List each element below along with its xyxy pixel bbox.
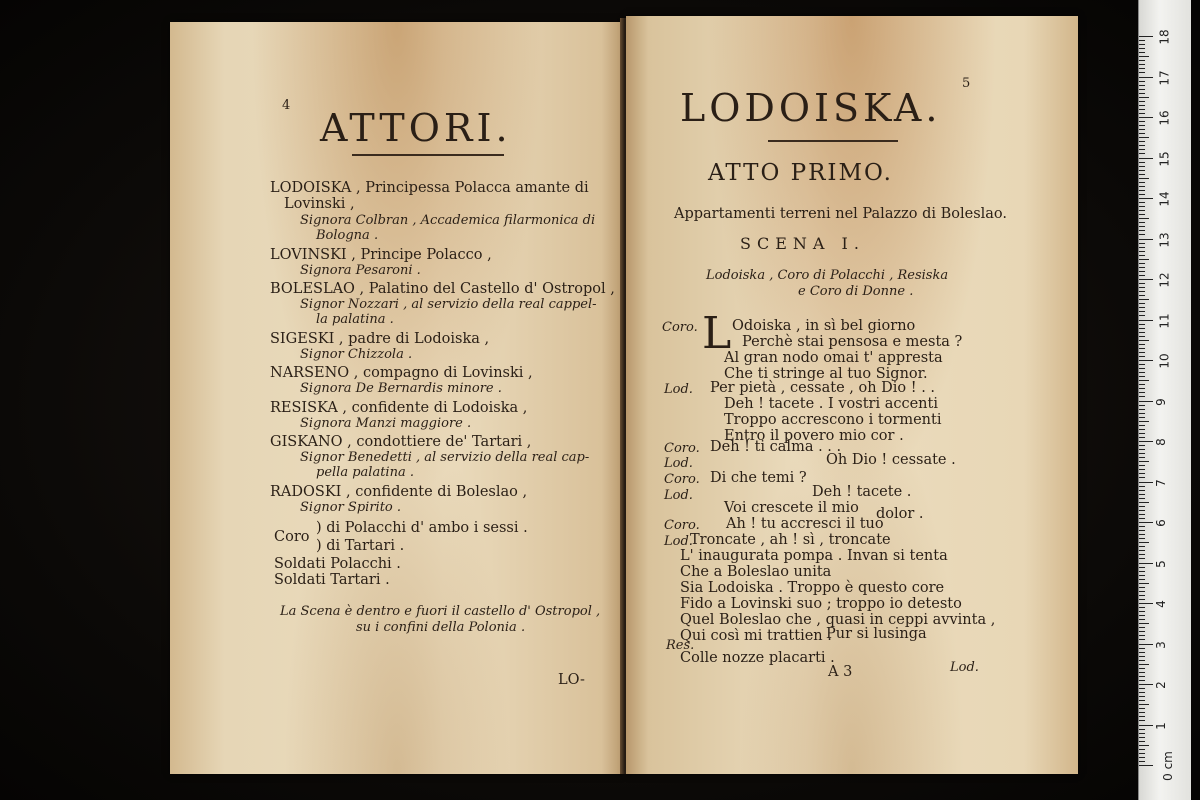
characters-2: e Coro di Donne .	[798, 284, 914, 299]
cast-1-line-2: Lovinski ,	[284, 196, 355, 212]
ruler-number: 8	[1153, 438, 1168, 446]
soldati-1: Soldati Polacchi .	[274, 556, 401, 572]
measuring-ruler	[1138, 0, 1191, 800]
cast-6-singer-1: Signora Manzi maggiore .	[300, 416, 472, 431]
ruler-tick	[1139, 506, 1145, 507]
ruler-tick	[1139, 214, 1145, 215]
ruler-tick	[1139, 89, 1145, 90]
ruler-tick	[1139, 668, 1145, 669]
speaker-lod-1: Lod.	[664, 382, 693, 397]
ruler-tick	[1139, 222, 1145, 223]
ruler-tick	[1139, 226, 1145, 227]
ruler-tick	[1139, 315, 1145, 316]
ruler-tick	[1139, 502, 1149, 503]
ruler-tick	[1139, 81, 1145, 82]
right-page-number: 5	[962, 76, 971, 91]
cast-5-singer-1: Signora De Bernardis minore .	[300, 381, 502, 396]
ruler-tick	[1139, 56, 1149, 57]
verse-line: Sia Lodoiska . Troppo è questo core	[680, 580, 945, 596]
ruler-tick	[1139, 344, 1145, 345]
ruler-tick	[1139, 279, 1153, 280]
ruler-number: 3	[1153, 640, 1168, 649]
ruler-tick	[1139, 93, 1145, 94]
ruler-tick	[1139, 198, 1153, 199]
ruler-tick	[1139, 77, 1153, 78]
ruler-tick	[1139, 729, 1145, 730]
ruler-tick	[1139, 733, 1145, 734]
dropcap: L	[702, 308, 732, 359]
ruler-number: 10	[1157, 353, 1172, 369]
verse-line: Troncate , ah ! sì , troncate	[690, 532, 891, 548]
ruler-tick	[1139, 611, 1145, 612]
title-rule-right	[768, 140, 898, 142]
ruler-tick	[1139, 307, 1145, 308]
ruler-tick	[1139, 465, 1145, 466]
ruler-tick	[1139, 291, 1145, 292]
ruler-tick	[1139, 360, 1153, 361]
ruler-tick	[1139, 239, 1153, 240]
coro-label: Coro	[274, 529, 310, 545]
verse-line: Troppo accrescono i tormenti	[724, 412, 942, 428]
ruler-tick	[1139, 676, 1145, 677]
ruler-tick	[1139, 145, 1145, 146]
ruler-number: 6	[1153, 519, 1168, 527]
ruler-tick	[1139, 607, 1145, 608]
ruler-tick	[1139, 680, 1145, 681]
ruler-number: 4	[1153, 600, 1168, 608]
ruler-tick	[1139, 178, 1149, 179]
ruler-tick	[1139, 749, 1145, 750]
ruler-tick	[1139, 170, 1145, 171]
ruler-tick	[1139, 388, 1145, 389]
ruler-tick	[1139, 336, 1145, 337]
characters-1: Lodoiska , Coro di Polacchi , Resiska	[706, 268, 949, 283]
ruler-tick	[1139, 761, 1145, 762]
ruler-tick	[1139, 457, 1145, 458]
ruler-tick	[1139, 153, 1145, 154]
right-page-title: LODOISKA.	[680, 86, 942, 130]
ruler-number: 12	[1157, 272, 1172, 288]
ruler-tick	[1139, 615, 1145, 616]
ruler-tick	[1139, 567, 1145, 568]
ruler-tick	[1139, 554, 1145, 555]
cast-4-line-1: SIGESKI , padre di Lodoiska ,	[270, 331, 490, 347]
ruler-tick	[1139, 194, 1145, 195]
cast-6-line-1: RESISKA , confidente di Lodoiska ,	[270, 400, 528, 416]
scene-setting: Appartamenti terreni nel Palazzo di Boleslao.	[674, 206, 1008, 222]
ruler-tick	[1139, 716, 1145, 717]
ruler-tick	[1139, 461, 1149, 462]
ruler-tick	[1139, 263, 1145, 264]
ruler-tick	[1139, 251, 1145, 252]
ruler-tick	[1139, 376, 1145, 377]
ruler-tick	[1139, 275, 1145, 276]
cast-1-singer-2: Bologna .	[316, 228, 379, 243]
ruler-tick	[1139, 425, 1145, 426]
ruler-tick	[1139, 575, 1145, 576]
cast-2-singer-1: Signora Pesaroni .	[300, 263, 421, 278]
right-catchword: Lod.	[950, 660, 979, 675]
ruler-tick	[1139, 745, 1149, 746]
ruler-tick	[1139, 271, 1145, 272]
ruler-tick	[1139, 247, 1145, 248]
ruler-tick	[1139, 518, 1145, 519]
ruler-tick	[1139, 36, 1153, 37]
left-page-title: ATTORI.	[320, 106, 512, 150]
verse-line: Che a Boleslao unita	[680, 564, 832, 580]
ruler-tick	[1139, 166, 1145, 167]
ruler-tick	[1139, 696, 1145, 697]
ruler-tick	[1139, 255, 1145, 256]
ruler-tick	[1139, 490, 1145, 491]
verse-line: Di che temi ?	[710, 470, 807, 486]
ruler-tick	[1139, 571, 1145, 572]
speaker-lod-2: Lod.	[664, 456, 693, 471]
ruler-tick	[1139, 332, 1145, 333]
act-heading: ATTO PRIMO.	[708, 160, 893, 186]
soldati-2: Soldati Tartari .	[274, 572, 390, 588]
ruler-tick	[1139, 660, 1145, 661]
ruler-tick	[1139, 186, 1145, 187]
ruler-tick	[1139, 757, 1145, 758]
ruler-tick	[1139, 538, 1145, 539]
speaker-lod-3: Lod.	[664, 488, 693, 503]
cast-1-line-1: LODOISKA , Principessa Polacca amante di	[270, 180, 589, 196]
verse-line: Deh ! tacete .	[812, 484, 912, 500]
ruler-tick	[1139, 623, 1149, 624]
speaker-lod-4: Lod.	[664, 534, 693, 549]
ruler-tick	[1139, 113, 1145, 114]
ruler-tick	[1139, 579, 1145, 580]
ruler-tick	[1139, 396, 1145, 397]
ruler-tick	[1139, 737, 1145, 738]
ruler-tick	[1139, 664, 1149, 665]
ruler-tick	[1139, 469, 1145, 470]
ruler-tick	[1139, 453, 1145, 454]
ruler-tick	[1139, 409, 1145, 410]
ruler-tick	[1139, 352, 1145, 353]
ruler-number: 9	[1153, 397, 1168, 406]
cast-7-singer-1: Signor Benedetti , al servizio della real cap-	[300, 450, 590, 465]
verse-line: dolor .	[876, 506, 924, 522]
ruler-tick	[1139, 526, 1145, 527]
ruler-tick	[1139, 243, 1145, 244]
ruler-tick	[1139, 587, 1145, 588]
ruler-tick	[1139, 295, 1145, 296]
ruler-tick	[1139, 283, 1145, 284]
ruler-number: 17	[1157, 69, 1172, 86]
verse-line: Qui così mi trattien .	[680, 628, 832, 644]
ruler-tick	[1139, 162, 1145, 163]
ruler-tick	[1139, 648, 1145, 649]
ruler-tick	[1139, 656, 1145, 657]
ruler-tick	[1139, 558, 1145, 559]
ruler-tick	[1139, 328, 1145, 329]
cast-7-singer-2: pella palatina .	[316, 465, 414, 480]
ruler-tick	[1139, 384, 1145, 385]
ruler-tick	[1139, 64, 1145, 65]
right-page	[626, 16, 1078, 774]
cast-8-singer-1: Signor Spirito .	[300, 500, 402, 515]
ruler-tick	[1139, 149, 1145, 150]
ruler-tick	[1139, 60, 1145, 61]
ruler-tick	[1139, 712, 1145, 713]
cast-3-line-1: BOLESLAO , Palatino del Castello d' Ostropol ,	[270, 281, 615, 297]
ruler-number: 2	[1153, 681, 1168, 689]
ruler-tick	[1139, 234, 1145, 235]
ruler-tick	[1139, 267, 1145, 268]
ruler-tick	[1139, 125, 1145, 126]
scene-note-2: su i confini della Polonia .	[356, 620, 526, 635]
ruler-number: 18	[1157, 29, 1172, 45]
ruler-tick	[1139, 417, 1145, 418]
ruler-number: 14	[1157, 191, 1172, 207]
cast-1-singer-1: Signora Colbran , Accademica filarmonica di	[300, 213, 596, 228]
verse-line: Oh Dio ! cessate .	[826, 452, 956, 468]
verse-line: Che ti stringe al tuo Signor.	[724, 366, 928, 382]
ruler-tick	[1139, 105, 1145, 106]
ruler-tick	[1139, 40, 1145, 41]
ruler-tick	[1139, 684, 1153, 685]
verse-line: Colle nozze placarti .	[680, 650, 835, 666]
ruler-tick	[1139, 372, 1145, 373]
ruler-tick	[1139, 639, 1145, 640]
verse-line: Deh ! ti calma . . .	[710, 439, 842, 455]
ruler-tick	[1139, 218, 1149, 219]
coro-line-2: ) di Tartari .	[316, 538, 405, 554]
ruler-number: 15	[1157, 150, 1172, 167]
ruler-tick	[1139, 141, 1145, 142]
ruler-tick	[1139, 68, 1145, 69]
ruler-tick	[1139, 182, 1145, 183]
ruler-tick	[1139, 498, 1145, 499]
verse-line: Pur si lusinga	[826, 626, 927, 642]
ruler-tick	[1139, 741, 1145, 742]
verse-line: L' inaugurata pompa . Invan si tenta	[680, 548, 948, 564]
ruler-tick	[1139, 583, 1149, 584]
ruler-tick	[1139, 324, 1145, 325]
verse-line: Per pietà , cessate , oh Dio ! . .	[710, 380, 936, 396]
ruler-tick	[1139, 52, 1145, 53]
ruler-tick	[1139, 392, 1145, 393]
ruler-tick	[1139, 97, 1149, 98]
ruler-tick	[1139, 380, 1149, 381]
title-rule	[352, 154, 504, 156]
verse-line: Deh ! tacete . I vostri accenti	[724, 396, 938, 412]
left-catchword: LO-	[558, 672, 585, 688]
ruler-tick	[1139, 635, 1145, 636]
cast-8-line-1: RADOSKI , confidente di Boleslao ,	[270, 484, 528, 500]
ruler-tick	[1139, 129, 1145, 130]
ruler-tick	[1139, 530, 1145, 531]
ruler-tick	[1139, 311, 1145, 312]
verse-line: Al gran nodo omai t' appresta	[724, 350, 943, 366]
ruler-tick	[1139, 652, 1145, 653]
ruler-number: 11	[1157, 312, 1172, 329]
ruler-tick	[1139, 433, 1145, 434]
ruler-tick	[1139, 522, 1153, 523]
ruler-tick	[1139, 688, 1145, 689]
ruler-tick	[1139, 413, 1145, 414]
cast-7-line-1: GISKANO , condottiere de' Tartari ,	[270, 434, 532, 450]
ruler-tick	[1139, 563, 1153, 564]
ruler-tick	[1139, 546, 1145, 547]
verse-line: Fido a Lovinski suo ; troppo io detesto	[680, 596, 962, 612]
ruler-tick	[1139, 627, 1145, 628]
ruler-tick	[1139, 603, 1153, 604]
ruler-tick	[1139, 514, 1145, 515]
ruler-tick	[1139, 299, 1149, 300]
ruler-tick	[1139, 753, 1145, 754]
verse-line: Ah ! tu accresci il tuo	[726, 516, 884, 532]
ruler-tick	[1139, 720, 1145, 721]
speaker-res-1: Res.	[666, 638, 695, 653]
scene-note-1: La Scena è dentro e fuori il castello d' Ostropol ,	[280, 604, 601, 619]
ruler-tick	[1139, 765, 1153, 766]
ruler-tick	[1139, 368, 1145, 369]
ruler-tick	[1139, 421, 1149, 422]
ruler-tick	[1139, 401, 1153, 402]
ruler-number: 7	[1153, 478, 1168, 487]
ruler-tick	[1139, 287, 1145, 288]
ruler-tick	[1139, 137, 1149, 138]
ruler-tick	[1139, 591, 1145, 592]
ruler-tick	[1139, 72, 1145, 73]
ruler-tick	[1139, 473, 1145, 474]
ruler-tick	[1139, 206, 1145, 207]
ruler-number: 0 cm	[1160, 751, 1175, 781]
ruler-tick	[1139, 405, 1145, 406]
cast-3-singer-1: Signor Nozzari , al servizio della real cappel-	[300, 297, 597, 312]
verse-line: Odoiska , in sì bel giorno	[732, 318, 916, 334]
ruler-tick	[1139, 202, 1145, 203]
ruler-tick	[1139, 133, 1145, 134]
verse-line: Perchè stai pensosa e mesta ?	[742, 334, 963, 350]
ruler-tick	[1139, 190, 1145, 191]
ruler-tick	[1139, 210, 1145, 211]
ruler-tick	[1139, 449, 1145, 450]
ruler-tick	[1139, 429, 1145, 430]
scene-heading: SCENA I.	[740, 234, 865, 253]
ruler-tick	[1139, 303, 1145, 304]
ruler-tick	[1139, 101, 1145, 102]
ruler-number: 5	[1153, 559, 1168, 568]
cast-3-singer-2: la palatina .	[316, 312, 394, 327]
ruler-tick	[1139, 692, 1145, 693]
ruler-tick	[1139, 708, 1145, 709]
ruler-tick	[1139, 48, 1145, 49]
signature-mark: A 3	[828, 664, 853, 680]
ruler-tick	[1139, 595, 1145, 596]
ruler-tick	[1139, 158, 1153, 159]
speaker-coro-1: Coro.	[662, 320, 698, 335]
ruler-tick	[1139, 672, 1145, 673]
ruler-tick	[1139, 44, 1145, 45]
ruler-tick	[1139, 550, 1145, 551]
ruler-tick	[1139, 486, 1145, 487]
verse-line: Entro il povero mio cor .	[724, 428, 904, 444]
cast-4-singer-1: Signor Chizzola .	[300, 347, 413, 362]
ruler-tick	[1139, 230, 1145, 231]
ruler-tick	[1139, 364, 1145, 365]
ruler-tick	[1139, 340, 1149, 341]
ruler-tick	[1139, 700, 1145, 701]
ruler-number: 16	[1157, 110, 1172, 126]
ruler-tick	[1139, 510, 1145, 511]
ruler-tick	[1139, 437, 1145, 438]
ruler-tick	[1139, 259, 1149, 260]
ruler-tick	[1139, 482, 1153, 483]
ruler-tick	[1139, 534, 1145, 535]
ruler-tick	[1139, 348, 1145, 349]
ruler-number: 1	[1153, 721, 1168, 730]
ruler-tick	[1139, 121, 1145, 122]
left-page	[170, 22, 624, 774]
speaker-coro-4: Coro.	[664, 518, 700, 533]
cast-5-line-1: NARSENO , compagno di Lovinski ,	[270, 365, 533, 381]
ruler-number: 13	[1157, 231, 1172, 248]
verse-line: Quel Boleslao che , quasi in ceppi avvinta ,	[680, 612, 996, 628]
ruler-tick	[1139, 599, 1145, 600]
ruler-tick	[1139, 725, 1153, 726]
ruler-tick	[1139, 441, 1153, 442]
speaker-coro-2: Coro.	[664, 441, 700, 456]
ruler-tick	[1139, 445, 1145, 446]
speaker-coro-3: Coro.	[664, 472, 700, 487]
ruler-tick	[1139, 619, 1145, 620]
ruler-tick	[1139, 631, 1145, 632]
ruler-tick	[1139, 704, 1149, 705]
ruler-tick	[1139, 494, 1145, 495]
cast-2-line-1: LOVINSKI , Principe Polacco ,	[270, 247, 492, 263]
ruler-tick	[1139, 356, 1145, 357]
left-page-number: 4	[282, 98, 291, 113]
ruler-tick	[1139, 109, 1145, 110]
coro-line-1: ) di Polacchi d' ambo i sessi .	[316, 520, 528, 536]
ruler-tick	[1139, 85, 1145, 86]
ruler-tick	[1139, 644, 1153, 645]
ruler-tick	[1139, 174, 1145, 175]
ruler-tick	[1139, 117, 1153, 118]
ruler-tick	[1139, 320, 1153, 321]
ruler-tick	[1139, 477, 1145, 478]
verse-line: Voi crescete il mio	[724, 500, 859, 516]
ruler-tick	[1139, 542, 1149, 543]
